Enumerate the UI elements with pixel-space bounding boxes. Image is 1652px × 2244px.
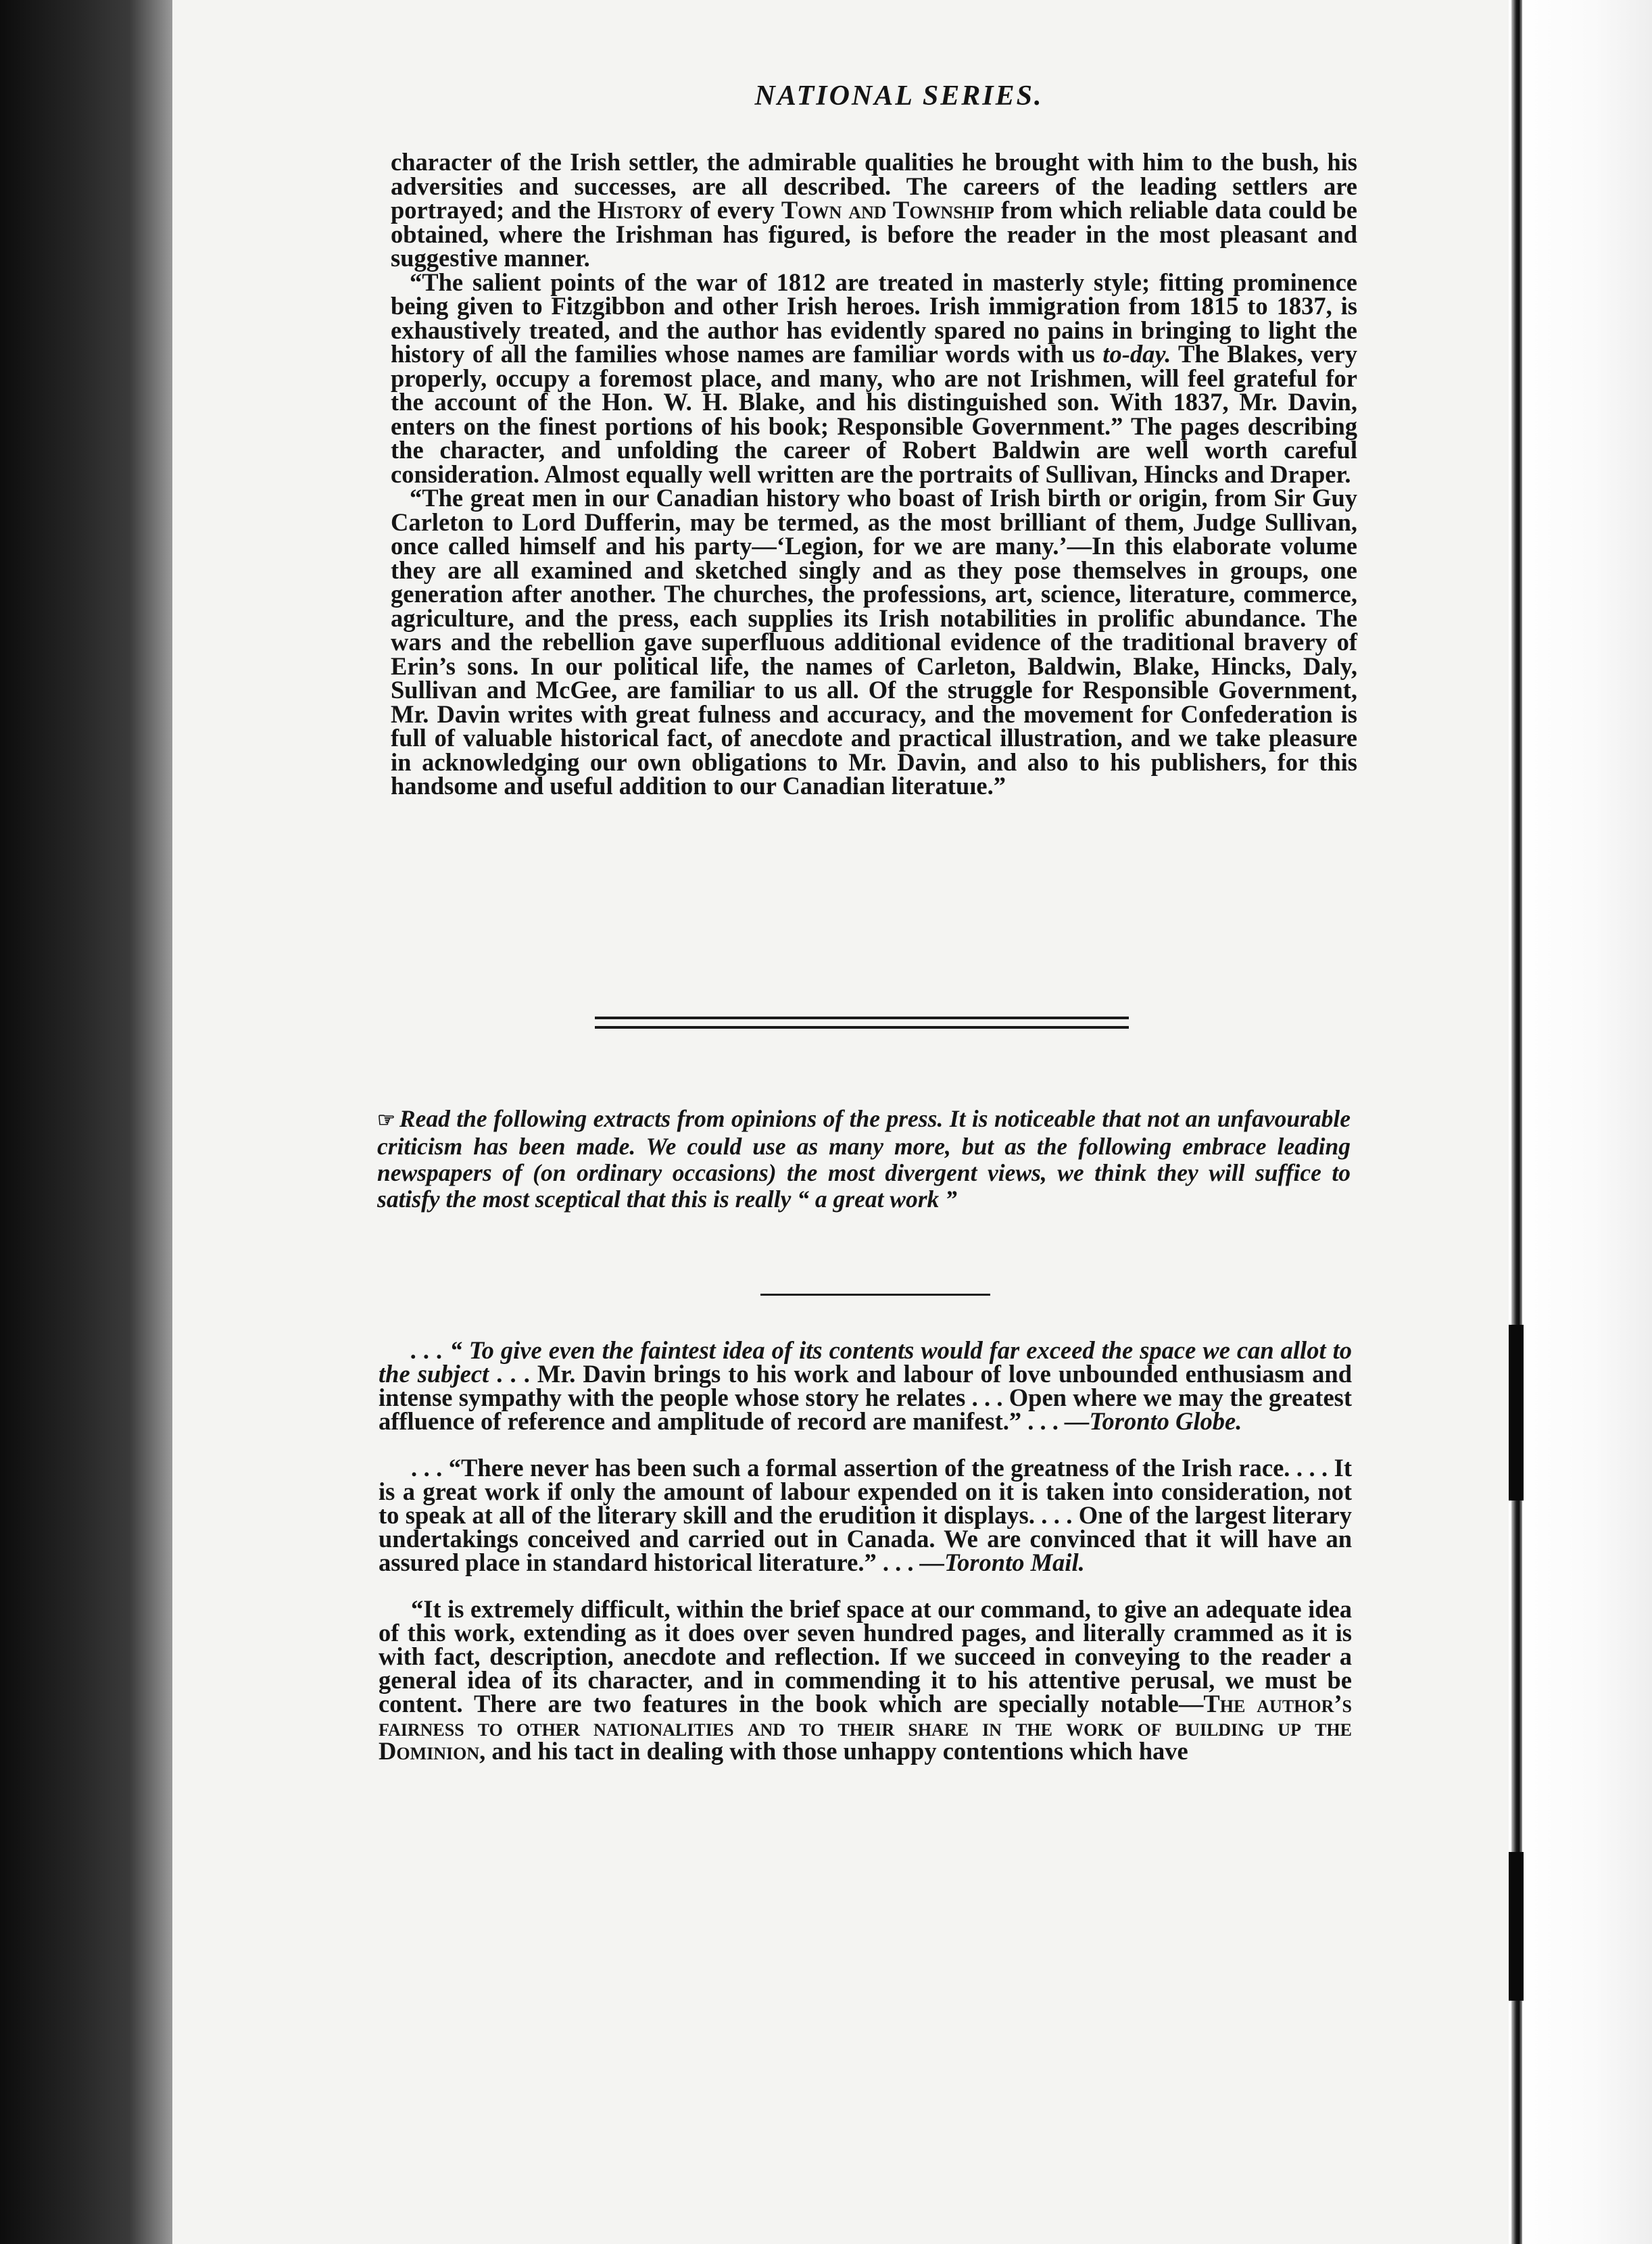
review-paragraph: [391, 486, 1357, 798]
review-paragraph: [391, 270, 1357, 487]
text-run: History: [597, 196, 683, 224]
press-note-text: Read the following extracts from opinions of the press. It is noticeable that not an unfavourable criticism has been made. We could use as many more, but as the following embrace leading newspapers of (on ordinary occasions) the most divergent views, we think they will suffice to satisfy the most sceptical that this is really “ a great work ”: [377, 1105, 1351, 1213]
text-run: “It is extremely difficult, within the brief space at our command, to give an adequate idea of this work, extending as it does over seven hundred pages, and literally crammed as it is with fact, description, anecdote and reflection. If we succeed in conveying to the reader a general idea of its character, and in commending it to his attentive perusal, we must be content. There are two features in the book which are specially notable—: [379, 1595, 1352, 1717]
review-paragraph: [391, 150, 1357, 270]
text-run: . . . “: [411, 1336, 469, 1364]
pointing-hand-icon: ☞: [377, 1109, 395, 1131]
text-run: To give even the faintest idea of its contents would far exceed the space we can allot to the subject: [379, 1336, 1352, 1388]
text-run: character of the Irish settler, the admirable qualities he brought with him to the bush, his adversities and successes, are all described. The careers of the leading settlers are portrayed; and the: [391, 148, 1357, 224]
running-head: NATIONAL SERIES.: [754, 80, 1044, 112]
press-opinions: [379, 1338, 1352, 1786]
text-run: The Blakes, very properly, occupy a foremost place, and many, who are not Irishmen, will feel grateful for the account of the Hon. W. H. Blake, and his distinguished son. With 1837, Mr. Davin, enters on the finest portions of his book; Responsible Government.” The pages describing the character, and unfolding the career of Robert Baldwin are well worth careful consideration. Almost equally well written are the portraits of Sullivan, Hincks and Draper.: [391, 340, 1358, 488]
press-note: [377, 1106, 1351, 1213]
press-opinion: [379, 1597, 1352, 1763]
text-run: “The salient points of the war of 1812 are treated in masterly style; fitting prominence being given to Fitzgibbon and other Irish heroes. Irish immigration from 1815 to 1837, is exhaustively treated, and the author has evidently spared no pains in bringing to light the history of all the families whose names are familiar words with us: [391, 268, 1357, 368]
text-run: of every: [683, 196, 781, 224]
text-run: from which reliable data could be obtained, where the Irishman has figured, is before the reader in the most pleasant and suggestive manner.: [391, 196, 1358, 272]
text-run: —Toronto Globe.: [1065, 1407, 1242, 1435]
left-binding-shadow: [0, 0, 172, 2244]
press-opinion: [379, 1338, 1352, 1433]
text-run: The author’s fairness to other nationalities and to their share in the work of building up the Dominion,: [379, 1690, 1352, 1765]
page-edge-mark: [1509, 1852, 1524, 2001]
text-run: “The great men in our Canadian history who boast of Irish birth or origin, from Sir Guy Carleton to Lord Dufferin, may be termed, as the most brilliant of them, Judge Sullivan, once called himself and his party—‘Legion, for we are many.’—In this elaborate volume they are all examined and sketched singly and as they pose themselves in groups, one generation after another. The churches, the professions, art, science, literature, commerce, agriculture, and the press, each supplies its Irish notabilities in prolific abundance. The wars and the rebellion gave superfluous additional evidence of the traditional bravery of Erin’s sons. In our political life, the names of Carleton, Baldwin, Blake, Hincks, Daly, Sullivan and McGee, are familiar to us all. Of the struggle for Responsible Government, Mr. Davin writes with great fulness and accuracy, and the movement for Confederation is full of valuable historical fact, of anecdote and practical illustration, and we take pleasure in acknowledging our own obligations to Mr. Davin, and also to his publishers, for this handsome and useful addition to our Canadian literatuıe.”: [391, 484, 1357, 800]
text-run: and his tact in dealing with those unhappy contentions which have: [485, 1737, 1188, 1765]
press-opinion: [379, 1456, 1352, 1574]
text-run: to-day.: [1102, 340, 1171, 368]
text-run: . . . Mr. Davin brings to his work and labour of love unbounded enthusiasm and intense sympathy with the people whose story he relates . . . Open where we may the greatest affluence of reference and amplitude of record are manifest.” . . .: [379, 1360, 1352, 1435]
double-rule-top: [595, 1017, 1129, 1019]
text-run: . . . “There never has been such a formal assertion of the greatness of the Irish race. . . . It is a great work if only the amount of labour expended on it is taken into consideration, not to speak at all of the literary skill and the erudition it displays. . . . One of the largest literary undertakings conceived and carried out in Canada. We are convinced that it will have an assured place in standard historical literature.” . . .: [379, 1454, 1352, 1576]
double-rule-bottom: [595, 1026, 1129, 1029]
text-run: Town and Township: [781, 196, 994, 224]
short-rule: [760, 1294, 990, 1296]
review-text: [391, 150, 1357, 798]
text-run: —Toronto Mail.: [919, 1548, 1085, 1576]
right-page-edge: [1509, 0, 1652, 2244]
page-edge-mark: [1509, 1325, 1524, 1501]
